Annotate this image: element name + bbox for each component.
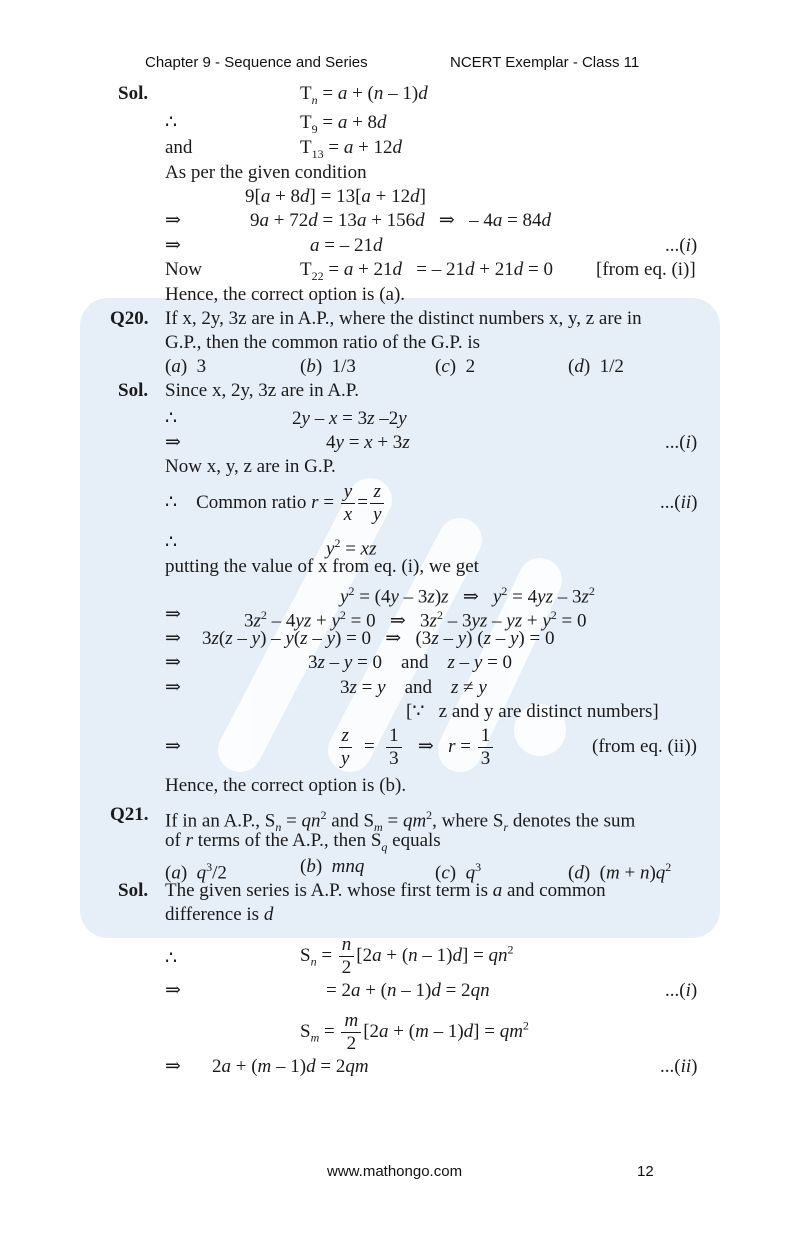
implies-symbol: ⇒ — [165, 980, 181, 1001]
text-line: The given series is A.P. whose first term is a and common — [165, 880, 606, 901]
question-text: If x, 2y, 3z are in A.P., where the distinct numbers x, y, z are in — [165, 308, 642, 329]
equation: $S_m$ = $\frac{m}{2}$ $[2a + (m - 1)d] = qm^2$ — [300, 1010, 529, 1054]
option-d: (d) 1/2 — [568, 356, 624, 377]
option-c: (c) $q^3$ — [435, 860, 482, 884]
equation: $T_9 = a + 8d$ — [300, 112, 387, 136]
equation: $S_n$ = $\frac{n}{2}$ $[2a + (n - 1)d] = qn^2$ — [300, 934, 514, 978]
text-line: As per the given condition — [165, 162, 367, 183]
sol-label: Sol. — [118, 880, 149, 901]
option-b: (b) mnq — [300, 856, 365, 877]
therefore-symbol: ∴ — [165, 532, 178, 553]
header-chapter: Chapter 9 - Sequence and Series — [145, 54, 368, 71]
equation: 9a + 72d = 13a + 156d ⇒ – 4a = 84d — [250, 210, 552, 231]
implies-symbol: ⇒ — [165, 604, 181, 625]
question-text: G.P., then the common ratio of the G.P. is — [165, 332, 481, 353]
equation: $T_{13} = a + 12d$ — [300, 137, 403, 161]
question-label: Q21. — [110, 804, 149, 825]
therefore-symbol: ∴ — [165, 112, 178, 133]
implies-symbol: ⇒ — [165, 432, 181, 453]
implies-symbol: ⇒ — [165, 210, 181, 231]
eq-ref: ...(i) — [665, 432, 698, 453]
ratio-result: $\frac{z}{y}$ = $\frac{1}{3}$ ⇒ r = $\frac{1}{3}$ — [336, 725, 495, 770]
equation: 2y – x = 3z –2y — [292, 408, 407, 429]
eq-ref: ...(ii) — [660, 492, 698, 513]
option-c: (c) 2 — [435, 356, 476, 377]
eq-ref: ...(i) — [665, 980, 698, 1001]
equation: 9[a + 8d] = 13[a + 12d] — [245, 186, 426, 207]
note: [∵ z and y are distinct numbers] — [406, 701, 659, 722]
text-and: and — [165, 137, 193, 158]
implies-symbol: ⇒ — [165, 677, 181, 698]
therefore-symbol: ∴ — [165, 948, 178, 969]
equation: 4y = x + 3z — [326, 432, 410, 453]
equation: a = – 21d — [310, 235, 383, 256]
therefore-symbol: ∴ — [165, 408, 178, 429]
eq-ref: (from eq. (ii)) — [592, 736, 697, 757]
text-now: Now — [165, 259, 202, 280]
equation: $T_{22} = a + 21d$ = – 21d + 21d = 0 — [300, 259, 553, 283]
equation: 3z – y = 0 and z – y = 0 — [308, 652, 513, 673]
equation: 3z = y and z ≠ y — [340, 677, 487, 698]
implies-symbol: ⇒ — [165, 736, 181, 757]
equation: $y^2$ = xz — [326, 536, 377, 560]
text-line: Now x, y, z are in G.P. — [165, 456, 336, 477]
eq-ref: ...(ii) — [660, 1056, 698, 1077]
equation: 3z(z – y) – y(z – y) = 0 ⇒ (3z – y) (z – y) = 0 — [202, 628, 555, 649]
implies-symbol: ⇒ — [165, 652, 181, 673]
footer-url[interactable]: www.mathongo.com — [327, 1163, 463, 1180]
implies-symbol: ⇒ — [165, 628, 181, 649]
question-text: If in an A.P., $S_n = qn^2$ and $S_m = qm^2$, where $S_r$ denotes the sum — [165, 808, 636, 835]
ratio-equation: ∴ Common ratio r = $\frac{y}{x}$ = $\frac{z}{y}$ — [165, 481, 386, 526]
equation: $y^2 = (4y - 3z)z$ ⇒ $y^2 = 4yz - 3z^2$ — [340, 584, 595, 608]
question-text: of r terms of the A.P., then $S_q$ equals — [165, 830, 441, 854]
text-line: Since x, 2y, 3z are in A.P. — [165, 380, 360, 401]
option-a: (a) $q^3/2$ — [165, 860, 227, 884]
equation: $3z^2 - 4yz + y^2 = 0$ ⇒ $3z^2 - 3yz$ – yz + $y^2 = 0$ — [244, 608, 587, 632]
option-b: (b) 1/3 — [300, 356, 356, 377]
text-line: difference is d — [165, 904, 274, 925]
option-a: (a) 3 — [165, 356, 207, 377]
implies-symbol: ⇒ — [165, 235, 181, 256]
conclusion: Hence, the correct option is (a). — [165, 284, 406, 305]
sol-label: Sol. — [118, 83, 149, 104]
equation: = 2a + (n – 1)d = 2qn — [326, 980, 490, 1001]
header-book: NCERT Exemplar - Class 11 — [450, 54, 640, 71]
option-d: (d) $(m + n)q^2$ — [568, 860, 672, 884]
implies-symbol: ⇒ — [165, 1056, 181, 1077]
equation: $T_n = a + (n - 1)d$ — [300, 83, 428, 107]
sol-label: Sol. — [118, 380, 149, 401]
equation: 2a + (m – 1)d = 2qm — [212, 1056, 369, 1077]
eq-ref: ...(i) — [665, 235, 698, 256]
text-line: putting the value of x from eq. (i), we get — [165, 556, 479, 577]
question-label: Q20. — [110, 308, 149, 329]
page-number: 12 — [637, 1163, 654, 1180]
eq-ref: [from eq. (i)] — [596, 259, 696, 280]
conclusion: Hence, the correct option is (b). — [165, 775, 407, 796]
